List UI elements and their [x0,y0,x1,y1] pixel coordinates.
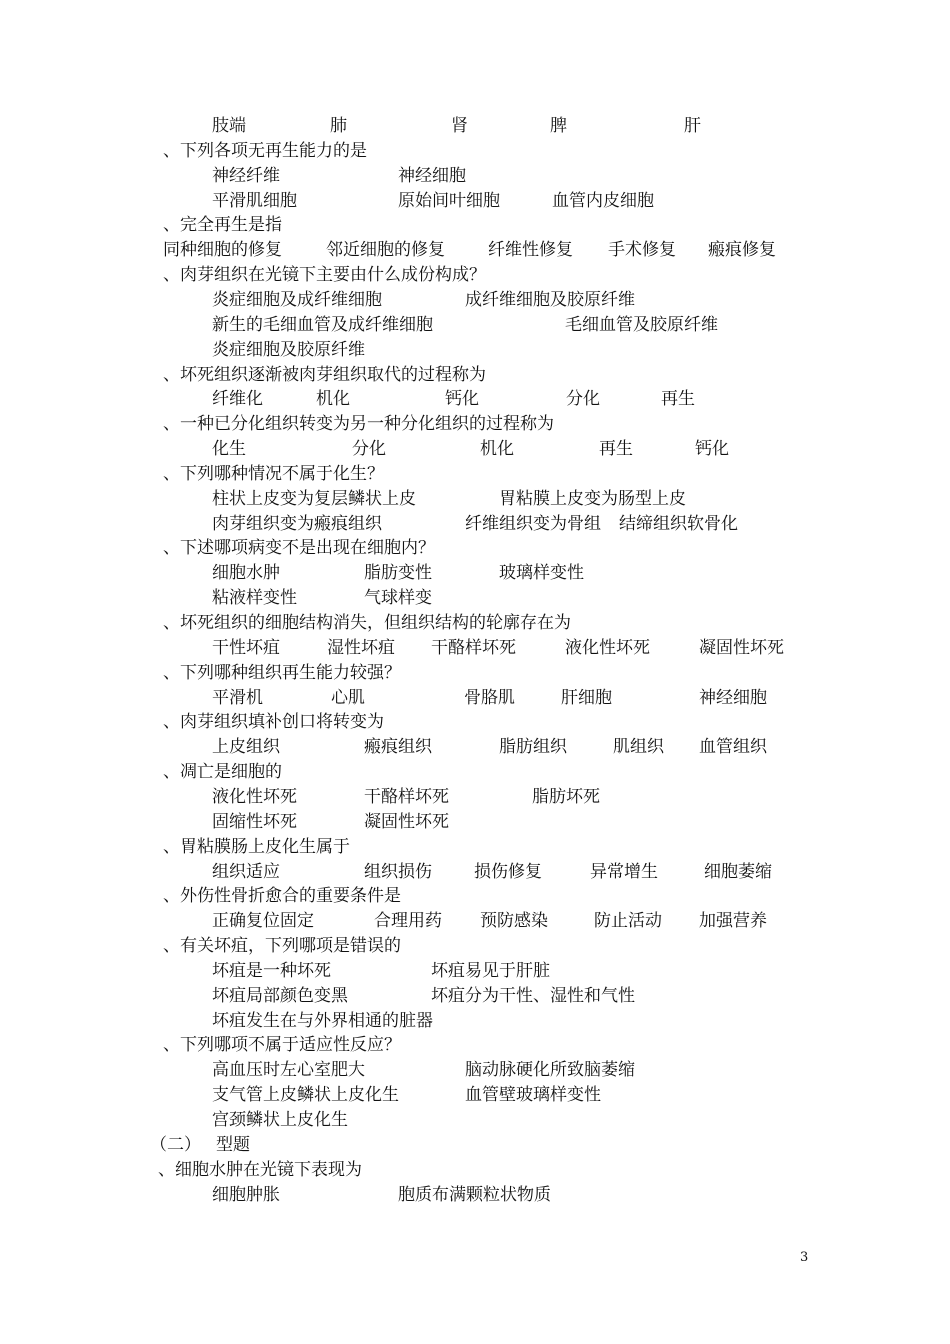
options-line [0,860,950,884]
question-text: 、有关坏疽，下列哪项是错误的 [163,936,401,957]
question-line [0,1033,950,1057]
options-line [0,984,950,1008]
options-line [0,1058,950,1082]
option-text: 平滑机 [212,687,263,708]
options-line [0,561,950,585]
question-text: 、下列各项无再生能力的是 [163,140,367,161]
option-text: 炎症细胞及成纤维细胞 [212,289,382,310]
option-text: 细胞萎缩 [704,861,772,882]
option-text: 预防感染 [480,911,548,932]
question-line [0,611,950,635]
question-text: 、肉芽组织填补创口将转变为 [163,712,384,733]
option-text: 肝 [684,116,701,136]
option-text: 脂肪组织 [499,737,567,758]
options-line [0,288,950,312]
option-text: 干酪样坏死 [364,786,449,807]
option-text: 肝细胞 [561,687,612,708]
options-line [0,636,950,660]
option-text: 神经细胞 [398,165,466,186]
option-text: 手术修复 [608,240,676,261]
option-text: 玻璃样变性 [499,563,584,584]
option-text: 钙化 [695,439,729,460]
option-text: 坏疽局部颜色变黑 [212,985,348,1006]
option-text: 细胞水肿 [212,563,280,584]
question-text: 、下述哪项病变不是出现在细胞内？ [163,538,435,559]
option-text: 肢端 [212,116,246,136]
option-text: 正确复位固定 [212,911,314,932]
option-text: 新生的毛细血管及成纤维细胞 [212,314,433,335]
option-text: 心肌 [331,687,365,708]
options-line [0,959,950,983]
option-text: 湿性坏疽 [327,637,395,658]
option-text: 平滑肌细胞 [212,190,297,211]
option-text: 坏疽分为干性、湿性和气性 [431,985,635,1006]
option-text: 分化 [566,389,600,410]
option-text: 血管内皮细胞 [552,190,654,211]
option-text: 化生 [212,439,246,460]
option-text: 细胞肿胀 [212,1184,280,1205]
option-text: 再生 [599,439,633,460]
option-text: 凝固性坏死 [364,811,449,832]
option-text: 结缔组织软骨化 [619,513,738,534]
question-line [0,263,950,287]
question-line [0,661,950,685]
option-text: 脂肪变性 [364,563,432,584]
option-text: 防止活动 [594,911,662,932]
question-line [0,462,950,486]
question-text: 、下列哪项不属于适应性反应？ [163,1035,401,1056]
option-text: 组织适应 [212,861,280,882]
question-line [0,536,950,560]
options-line [0,189,950,213]
option-text: 肌组织 [613,737,664,758]
section-heading [0,1133,950,1157]
question-line [0,412,950,436]
section-text: 型题 [216,1134,250,1155]
option-text: 血管壁玻璃样变性 [465,1085,601,1106]
options-line [0,735,950,759]
option-text: 肉芽组织变为瘢痕组织 [212,513,382,534]
options-line [0,512,950,536]
option-text: 固缩性坏死 [212,811,297,832]
option-text: 分化 [352,439,386,460]
options-line [0,238,950,262]
option-text: 液化性坏死 [212,786,297,807]
options-line [0,437,950,461]
option-text: 再生 [661,389,695,410]
option-text: 炎症细胞及胶原纤维 [212,339,365,360]
options-line [0,338,950,362]
option-text: 毛细血管及胶原纤维 [565,314,718,335]
option-text: 干性坏疽 [212,637,280,658]
option-text: 干酪样坏死 [431,637,516,658]
option-text: 机化 [316,389,350,410]
options-line [0,909,950,933]
question-line [0,363,950,387]
page-number: 3 [800,1250,809,1265]
question-line [0,934,950,958]
question-text: 、凋亡是细胞的 [163,762,282,783]
options-line [0,1108,950,1132]
option-text: 上皮组织 [212,737,280,758]
option-text: 组织损伤 [364,861,432,882]
option-text: 脑动脉硬化所致脑萎缩 [465,1060,635,1081]
option-text: 宫颈鳞状上皮化生 [212,1110,348,1130]
option-text: 瘢痕组织 [364,737,432,758]
option-text: 纤维化 [212,389,263,410]
question-text: 、坏死组织的细胞结构消失，但组织结构的轮廓存在为 [163,613,571,633]
option-text: 合理用药 [374,911,442,932]
question-text: 、一种已分化组织转变为另一种分化组织的过程称为 [163,414,554,435]
option-text: 胃粘膜上皮变为肠型上皮 [499,488,686,509]
question-text: 、坏死组织逐渐被肉芽组织取代的过程称为 [163,364,486,385]
option-text: 高血压时左心室肥大 [212,1060,365,1081]
question-line [0,835,950,859]
options-line [0,785,950,809]
option-text: 原始间叶细胞 [398,190,500,211]
options-line [0,810,950,834]
option-text: 坏疽是一种坏死 [212,960,331,981]
option-text: 纤维性修复 [488,240,573,261]
option-text: 肺 [330,116,347,136]
option-text: 纤维组织变为骨组 [465,513,601,534]
question-text: 、胃粘膜肠上皮化生属于 [163,836,350,857]
section-text: （二） [150,1134,201,1155]
question-line [0,760,950,784]
option-text: 神经纤维 [212,165,280,186]
options-line [0,487,950,511]
option-text: 神经细胞 [699,687,767,708]
option-text: 坏疽易见于肝脏 [431,960,550,981]
question-text: 、细胞水肿在光镜下表现为 [158,1159,362,1180]
question-text: 、下列哪种情况不属于化生？ [163,463,384,484]
question-text: 、下列哪种组织再生能力较强？ [163,662,401,683]
option-text: 脾 [550,116,567,136]
options-line [0,586,950,610]
option-text: 瘢痕修复 [708,240,776,261]
option-text: 胞质布满颗粒状物质 [398,1184,551,1205]
question-text: 、完全再生是指 [163,215,282,236]
option-text: 损伤修复 [474,861,542,882]
options-line [0,387,950,411]
option-text: 成纤维细胞及胶原纤维 [465,289,635,310]
question-line [0,213,950,237]
options-line [0,1183,950,1207]
question-line [0,884,950,908]
option-text: 粘液样变性 [212,588,297,609]
options-line [0,1083,950,1107]
options-line [0,164,950,188]
option-text: 肾 [451,116,468,136]
option-text: 加强营养 [699,911,767,932]
option-text: 坏疽发生在与外界相通的脏器 [212,1010,433,1031]
question-line [0,1158,950,1182]
option-text: 邻近细胞的修复 [326,240,445,261]
options-line [0,686,950,710]
option-text: 液化性坏死 [565,637,650,658]
option-text: 血管组织 [699,737,767,758]
question-line [0,139,950,163]
option-text: 脂肪坏死 [532,786,600,807]
option-text: 柱状上皮变为复层鳞状上皮 [212,488,416,509]
option-text: 支气管上皮鳞状上皮化生 [212,1085,399,1106]
options-line [0,114,950,138]
option-text: 钙化 [445,389,479,410]
options-line [0,1009,950,1033]
option-text: 气球样变 [364,588,432,609]
option-text: 骨胳肌 [464,687,515,708]
option-text: 异常增生 [590,861,658,882]
question-text: 、肉芽组织在光镜下主要由什么成份构成？ [163,265,486,286]
question-line [0,710,950,734]
option-text: 同种细胞的修复 [163,240,282,261]
option-text: 机化 [480,439,514,460]
options-line [0,313,950,337]
question-text: 、外伤性骨折愈合的重要条件是 [163,886,401,907]
option-text: 凝固性坏死 [699,637,784,658]
